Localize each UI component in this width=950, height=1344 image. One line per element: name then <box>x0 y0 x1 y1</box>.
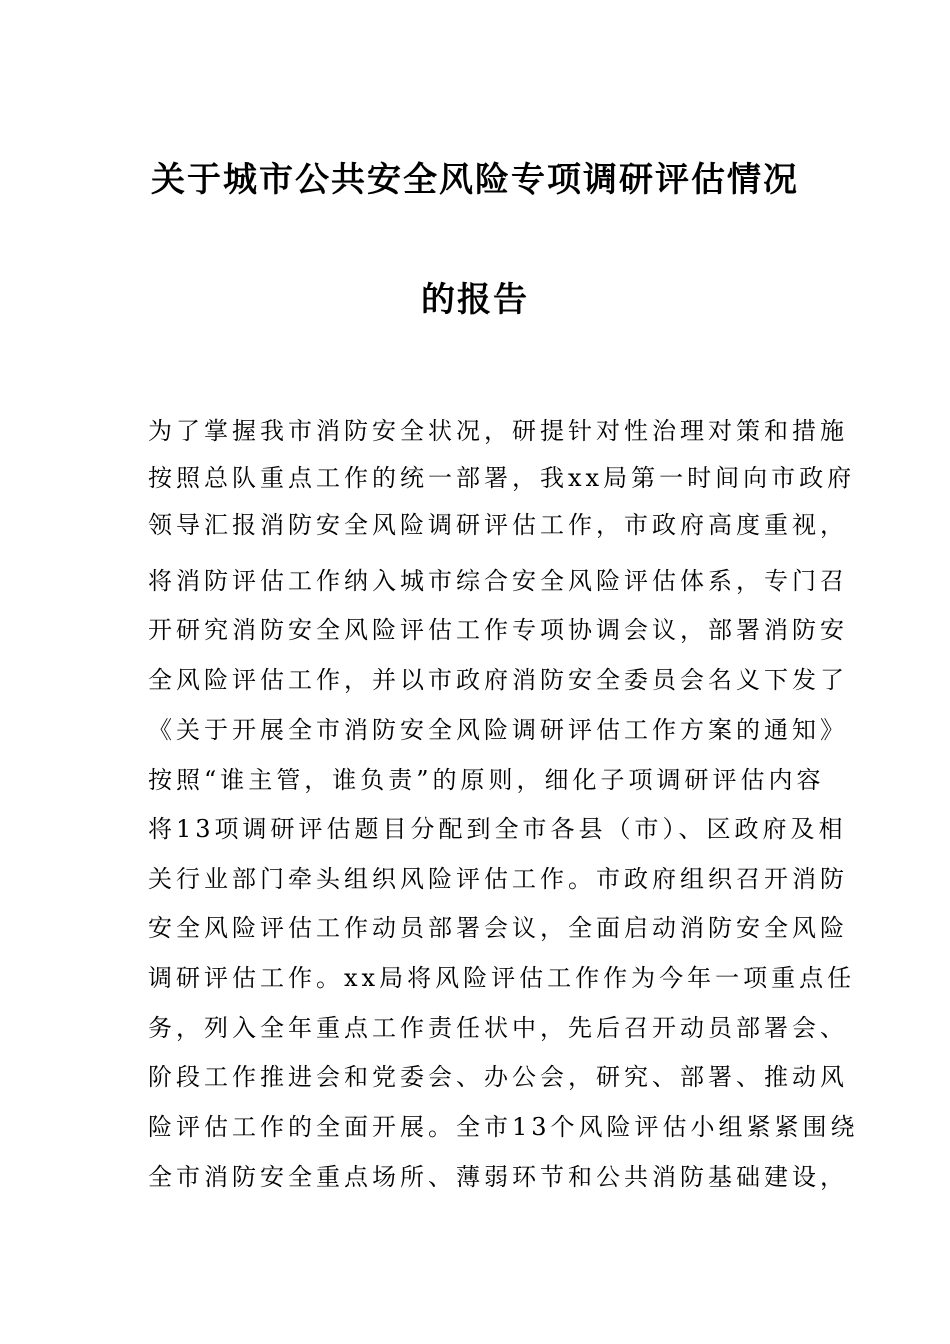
body-line-14: 阶段工作推进会和党委会、办公会，研究、部署、推动风 <box>148 1063 848 1091</box>
document-title-line-2: 的报告 <box>421 280 529 320</box>
body-line-11: 安全风险评估工作动员部署会议，全面启动消防安全风险 <box>148 914 848 942</box>
body-line-8: 按照“谁主管，谁负责”的原则，细化子项调研评估内容 <box>148 766 825 794</box>
body-line-15: 险评估工作的全面开展。全市13个风险评估小组紧紧围绕 <box>148 1113 859 1141</box>
body-line-2: 按照总队重点工作的统一部署，我xx局第一时间向市政府 <box>148 464 856 492</box>
body-line-6: 全风险评估工作，并以市政府消防安全委员会名义下发了 <box>148 666 848 694</box>
body-line-16: 全市消防安全重点场所、薄弱环节和公共消防基础建设， <box>148 1163 848 1191</box>
body-line-10: 关行业部门牵头组织风险评估工作。市政府组织召开消防 <box>148 865 848 893</box>
body-line-4: 将消防评估工作纳入城市综合安全风险评估体系，专门召 <box>148 567 848 595</box>
body-line-12: 调研评估工作。xx局将风险评估工作作为今年一项重点任 <box>148 964 856 992</box>
body-line-13: 务，列入全年重点工作责任状中，先后召开动员部署会、 <box>148 1014 848 1042</box>
document-title-line-1: 关于城市公共安全风险专项调研评估情况 <box>151 160 799 200</box>
body-line-3: 领导汇报消防安全风险调研评估工作，市政府高度重视， <box>148 511 848 539</box>
body-line-5: 开研究消防安全风险评估工作专项协调会议，部署消防安 <box>148 616 848 644</box>
body-line-9: 将13项调研评估题目分配到全市各县（市）、区政府及相 <box>148 815 847 843</box>
body-line-1: 为了掌握我市消防安全状况，研提针对性治理对策和措施 <box>148 417 848 445</box>
body-line-7: 《关于开展全市消防安全风险调研评估工作方案的通知》 <box>148 716 848 744</box>
